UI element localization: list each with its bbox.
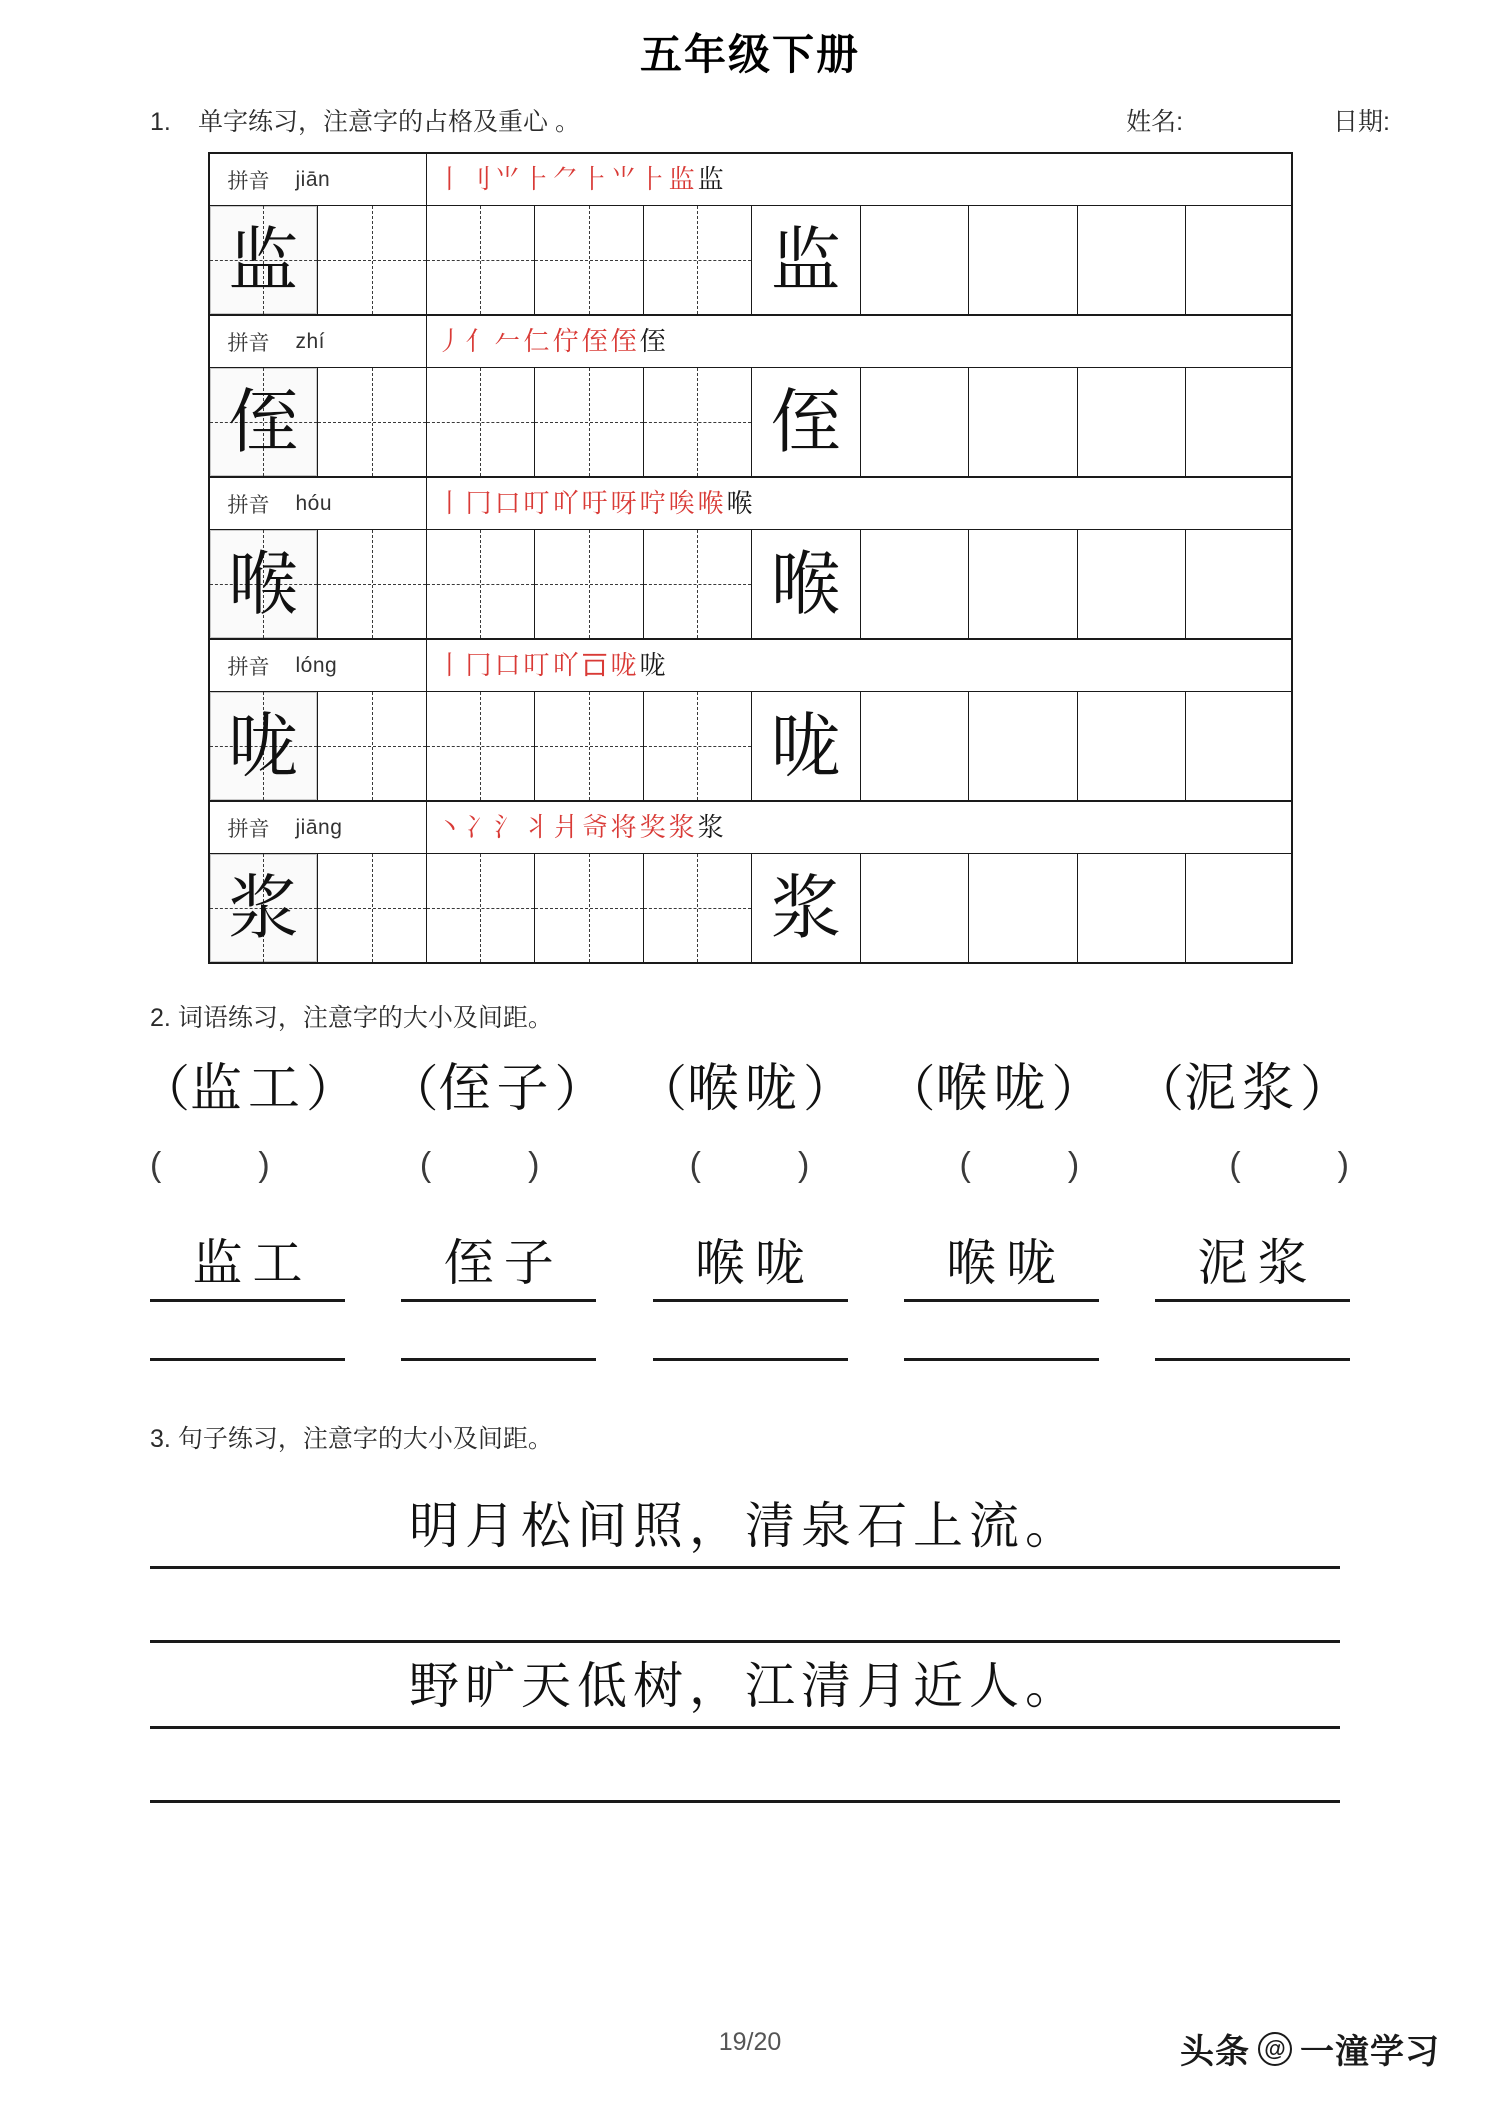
stroke-step: 爿 <box>552 812 582 843</box>
writing-cell[interactable] <box>644 854 753 962</box>
writing-cell[interactable] <box>210 692 319 800</box>
pinyin-value: jiāng <box>295 815 343 839</box>
pinyin-stroke-row <box>210 316 1291 368</box>
pinyin-label: 拼音 <box>227 331 270 355</box>
open-paren: （ <box>140 1060 190 1118</box>
stroke-step: 仁 <box>523 326 553 357</box>
stroke-step: 唉 <box>668 488 698 519</box>
writing-cell[interactable] <box>535 368 644 476</box>
stroke-step: 咙 <box>610 650 640 681</box>
section3-instruction-text: 句子练习，注意字的大小及间距。 <box>177 1424 553 1453</box>
writing-cell[interactable] <box>427 368 536 476</box>
writing-cell[interactable] <box>1186 692 1295 800</box>
character-practice-grid <box>208 152 1293 964</box>
stroke-step: 氵 <box>494 812 524 843</box>
stroke-order-sequence <box>436 812 727 843</box>
writing-cell[interactable] <box>318 692 427 800</box>
writing-cell[interactable] <box>1078 368 1187 476</box>
section2-instruction-text: 词语练习，注意字的大小及间距。 <box>177 1004 553 1032</box>
pinyin-cell <box>210 802 427 853</box>
writing-cell[interactable] <box>210 854 319 962</box>
stroke-step: 冫 <box>465 812 495 843</box>
writing-cell[interactable] <box>969 368 1078 476</box>
stroke-step: 丶 <box>436 812 466 843</box>
close-paren: ） <box>802 1060 853 1118</box>
open-paren: ( <box>959 1145 972 1184</box>
pinyin-cell <box>210 154 427 205</box>
writing-cells-row <box>210 206 1291 314</box>
practice-character: 侄 <box>770 381 841 463</box>
close-paren: ) <box>1067 1145 1081 1184</box>
watermark <box>1180 2024 1440 2073</box>
open-paren: ( <box>689 1145 702 1184</box>
open-paren: （ <box>636 1060 687 1118</box>
writing-cell[interactable] <box>969 206 1078 314</box>
word-blank-parens[interactable] <box>690 1146 811 1185</box>
sentence-text: 明月松间照，清泉石上流。 <box>409 1496 1081 1555</box>
stroke-step: 冂 <box>465 488 495 519</box>
writing-cell[interactable] <box>210 206 319 314</box>
writing-cell[interactable] <box>1078 206 1187 314</box>
writing-cell[interactable] <box>644 692 753 800</box>
writing-cell[interactable] <box>1186 854 1295 962</box>
close-paren: ) <box>1337 1145 1350 1184</box>
writing-cell[interactable] <box>318 530 427 638</box>
stroke-step: 丨 <box>436 164 466 195</box>
word-text: 泥浆 <box>1183 1059 1300 1119</box>
word-blank-line[interactable] <box>904 1358 1099 1361</box>
word-example <box>140 1060 356 1120</box>
writing-cell[interactable] <box>535 854 644 962</box>
writing-cell[interactable] <box>318 854 427 962</box>
writing-cell[interactable] <box>1186 368 1295 476</box>
stroke-step: ⺊ <box>639 164 669 195</box>
close-paren: ） <box>1051 1060 1102 1118</box>
pinyin-value: hóu <box>295 491 333 515</box>
stroke-step: ⺌ <box>494 164 524 195</box>
pinyin-value: lóng <box>295 653 338 677</box>
stroke-order-sequence <box>436 326 669 357</box>
close-paren: ) <box>528 1145 541 1184</box>
pinyin-value: jiān <box>295 167 331 191</box>
stroke-step: 丨 <box>436 650 466 681</box>
writing-cell[interactable] <box>535 530 644 638</box>
writing-cell[interactable] <box>210 530 319 638</box>
stroke-step: 吖 <box>552 488 582 519</box>
stroke-step: 叮 <box>523 650 553 681</box>
stroke-step: 浆 <box>697 812 727 843</box>
stroke-step: 丿 <box>436 326 466 357</box>
practice-character: 侄 <box>228 381 299 463</box>
writing-cell[interactable] <box>969 530 1078 638</box>
practice-character: 咙 <box>228 705 299 787</box>
pinyin-cell <box>210 640 427 691</box>
close-paren: ） <box>554 1060 605 1118</box>
writing-cell[interactable] <box>535 692 644 800</box>
writing-cells-row <box>210 692 1291 800</box>
stroke-step: ⺌ <box>610 164 640 195</box>
character-practice-block <box>210 316 1291 478</box>
close-paren: ） <box>306 1060 357 1118</box>
word-blank-line[interactable] <box>1155 1358 1350 1361</box>
word-blank-line[interactable] <box>401 1358 596 1361</box>
date-field-label[interactable]: 日期: <box>1333 108 1390 136</box>
writing-cell[interactable] <box>318 368 427 476</box>
word-blank-line[interactable] <box>150 1358 345 1361</box>
writing-cell[interactable] <box>210 368 319 476</box>
writing-cell[interactable] <box>752 206 861 314</box>
writing-cell[interactable] <box>644 530 753 638</box>
stroke-step: 监 <box>668 164 698 195</box>
stroke-step: 侄 <box>610 326 640 357</box>
writing-cell[interactable] <box>1186 206 1295 314</box>
word-blank-lines-row <box>0 1358 1500 1361</box>
writing-cells-row <box>210 530 1291 638</box>
writing-cell[interactable] <box>969 692 1078 800</box>
open-paren: （ <box>1133 1060 1184 1118</box>
stroke-step: 丨 <box>436 488 466 519</box>
page-number: 19/20 <box>718 2028 782 2056</box>
stroke-order-cell <box>427 316 1291 367</box>
word-underlined: 泥浆 <box>1155 1233 1350 1302</box>
practice-character: 咙 <box>770 705 841 787</box>
word-blank-parens[interactable] <box>959 1146 1080 1185</box>
stroke-step: 口 <box>494 488 524 519</box>
writing-cell[interactable] <box>427 206 536 314</box>
stroke-step: 吁 <box>581 488 611 519</box>
at-sign-icon: @ <box>1258 2032 1292 2066</box>
open-paren: （ <box>388 1060 439 1118</box>
pinyin-stroke-row <box>210 640 1291 692</box>
stroke-step: ⺊ <box>581 164 611 195</box>
close-paren: ) <box>258 1145 271 1184</box>
stroke-step: 冂 <box>465 650 495 681</box>
word-text: 喉咙 <box>935 1059 1052 1119</box>
pinyin-stroke-row <box>210 478 1291 530</box>
writing-cell[interactable] <box>861 692 970 800</box>
sentence-example-line <box>150 1643 1340 1729</box>
word-blank-parens[interactable] <box>420 1146 541 1185</box>
pinyin-cell <box>210 478 427 529</box>
open-paren: （ <box>885 1060 936 1118</box>
stroke-step: 侄 <box>581 326 611 357</box>
writing-cell[interactable] <box>1078 530 1187 638</box>
writing-cells-row <box>210 854 1291 962</box>
pinyin-stroke-row <box>210 154 1291 206</box>
close-paren: ） <box>1299 1060 1350 1118</box>
stroke-order-cell <box>427 154 1291 205</box>
open-paren: ( <box>150 1145 163 1184</box>
stroke-order-cell <box>427 802 1291 853</box>
writing-cell[interactable] <box>644 368 753 476</box>
stroke-step: 口 <box>494 650 524 681</box>
writing-cell[interactable] <box>752 368 861 476</box>
sentence-blank-line[interactable] <box>150 1729 1340 1803</box>
sentence-text: 野旷天低树，江清月近人。 <box>409 1656 1081 1715</box>
stroke-step: 浆 <box>668 812 698 843</box>
stroke-step: 佇 <box>552 326 582 357</box>
stroke-step: ⺈ <box>552 164 582 195</box>
word-example <box>637 1060 853 1120</box>
writing-cell[interactable] <box>644 206 753 314</box>
practice-character: 监 <box>228 219 299 301</box>
word-text: 喉咙 <box>686 1059 803 1119</box>
character-practice-block <box>210 478 1291 640</box>
stroke-step: 喉 <box>697 488 727 519</box>
stroke-step: 侄 <box>639 326 669 357</box>
pinyin-value: zhí <box>295 329 326 353</box>
writing-cell[interactable] <box>427 692 536 800</box>
writing-cells-row <box>210 368 1291 476</box>
pinyin-cell <box>210 316 427 367</box>
word-blank-line[interactable] <box>653 1358 848 1361</box>
stroke-step: 奖 <box>639 812 669 843</box>
stroke-step: 呀 <box>610 488 640 519</box>
stroke-step: 咛 <box>639 488 669 519</box>
word-blank-parens[interactable] <box>150 1146 271 1185</box>
stroke-step: 刂 <box>465 164 495 195</box>
sentence-practice-block <box>0 1483 1500 1803</box>
open-paren: ( <box>1229 1145 1242 1184</box>
word-underlined-row <box>0 1233 1500 1302</box>
open-paren: ( <box>419 1145 433 1184</box>
stroke-step: 叮 <box>523 488 553 519</box>
stroke-order-sequence <box>436 650 669 681</box>
section2-instruction <box>0 998 1500 1034</box>
section1-instruction-row <box>0 102 1500 138</box>
pinyin-label: 拼音 <box>227 493 270 517</box>
word-blank-parens[interactable] <box>1229 1146 1350 1185</box>
writing-cell[interactable] <box>752 530 861 638</box>
writing-cell[interactable] <box>861 368 970 476</box>
page-title: 五年级下册 <box>639 31 860 78</box>
word-blank-parens-row <box>0 1146 1500 1185</box>
name-field-label[interactable]: 姓名: <box>1126 108 1184 136</box>
stroke-step: 𤕒 <box>581 812 611 843</box>
stroke-order-cell <box>427 640 1291 691</box>
practice-character: 浆 <box>228 867 299 949</box>
writing-cell[interactable] <box>535 206 644 314</box>
writing-cell[interactable] <box>318 206 427 314</box>
writing-cell[interactable] <box>427 530 536 638</box>
watermark-account-name: 一潼学习 <box>1300 2033 1440 2071</box>
stroke-order-cell <box>427 478 1291 529</box>
stroke-step: 亻 <box>465 326 495 357</box>
practice-character: 浆 <box>770 867 841 949</box>
word-example <box>388 1060 604 1120</box>
pinyin-label: 拼音 <box>227 655 270 679</box>
watermark-logo: 头条 <box>1180 2033 1250 2071</box>
word-underlined: 监工 <box>150 1233 345 1302</box>
stroke-step: 监 <box>697 164 727 195</box>
writing-cell[interactable] <box>752 692 861 800</box>
pinyin-stroke-row <box>210 802 1291 854</box>
section3-number: 3. <box>150 1424 171 1453</box>
character-practice-block <box>210 154 1291 316</box>
character-practice-block <box>210 640 1291 802</box>
word-underlined: 喉咙 <box>653 1233 848 1302</box>
stroke-order-sequence <box>436 488 756 519</box>
stroke-step: ⺊ <box>523 164 553 195</box>
page-footer <box>0 2028 1500 2088</box>
stroke-step: 咙 <box>639 650 669 681</box>
word-examples-row <box>0 1060 1500 1120</box>
character-practice-block <box>210 802 1291 962</box>
section3-instruction <box>0 1419 1500 1455</box>
writing-cell[interactable] <box>861 530 970 638</box>
writing-cell[interactable] <box>1186 530 1295 638</box>
pinyin-label: 拼音 <box>227 169 270 193</box>
section2-number: 2. <box>150 1004 171 1032</box>
practice-character: 监 <box>770 219 841 301</box>
practice-character: 喉 <box>770 543 841 625</box>
practice-character: 喉 <box>228 543 299 625</box>
stroke-step: 𠂉 <box>494 326 524 357</box>
word-text: 监工 <box>190 1059 307 1119</box>
stroke-step: 吖 <box>552 650 582 681</box>
stroke-step: 喉 <box>726 488 756 519</box>
section1-number: 1. <box>150 108 171 136</box>
writing-cell[interactable] <box>861 854 970 962</box>
stroke-order-sequence <box>436 164 727 195</box>
word-example <box>885 1060 1101 1120</box>
word-example <box>1134 1060 1350 1120</box>
pinyin-label: 拼音 <box>227 817 270 841</box>
stroke-step: 丬 <box>523 812 553 843</box>
close-paren: ) <box>797 1145 811 1184</box>
writing-cell[interactable] <box>752 854 861 962</box>
writing-cell[interactable] <box>427 854 536 962</box>
section1-instruction-text: 单字练习，注意字的占格及重心 。 <box>198 108 580 136</box>
word-text: 侄子 <box>438 1059 555 1119</box>
writing-cell[interactable] <box>1078 692 1187 800</box>
word-underlined: 侄子 <box>401 1233 596 1302</box>
stroke-step: 𠮛 <box>581 650 611 681</box>
stroke-step: 将 <box>610 812 640 843</box>
writing-cell[interactable] <box>861 206 970 314</box>
sentence-example-line <box>150 1483 1340 1569</box>
sentence-blank-line[interactable] <box>150 1569 1340 1643</box>
word-underlined: 喉咙 <box>904 1233 1099 1302</box>
writing-cell[interactable] <box>1078 854 1187 962</box>
writing-cell[interactable] <box>969 854 1078 962</box>
